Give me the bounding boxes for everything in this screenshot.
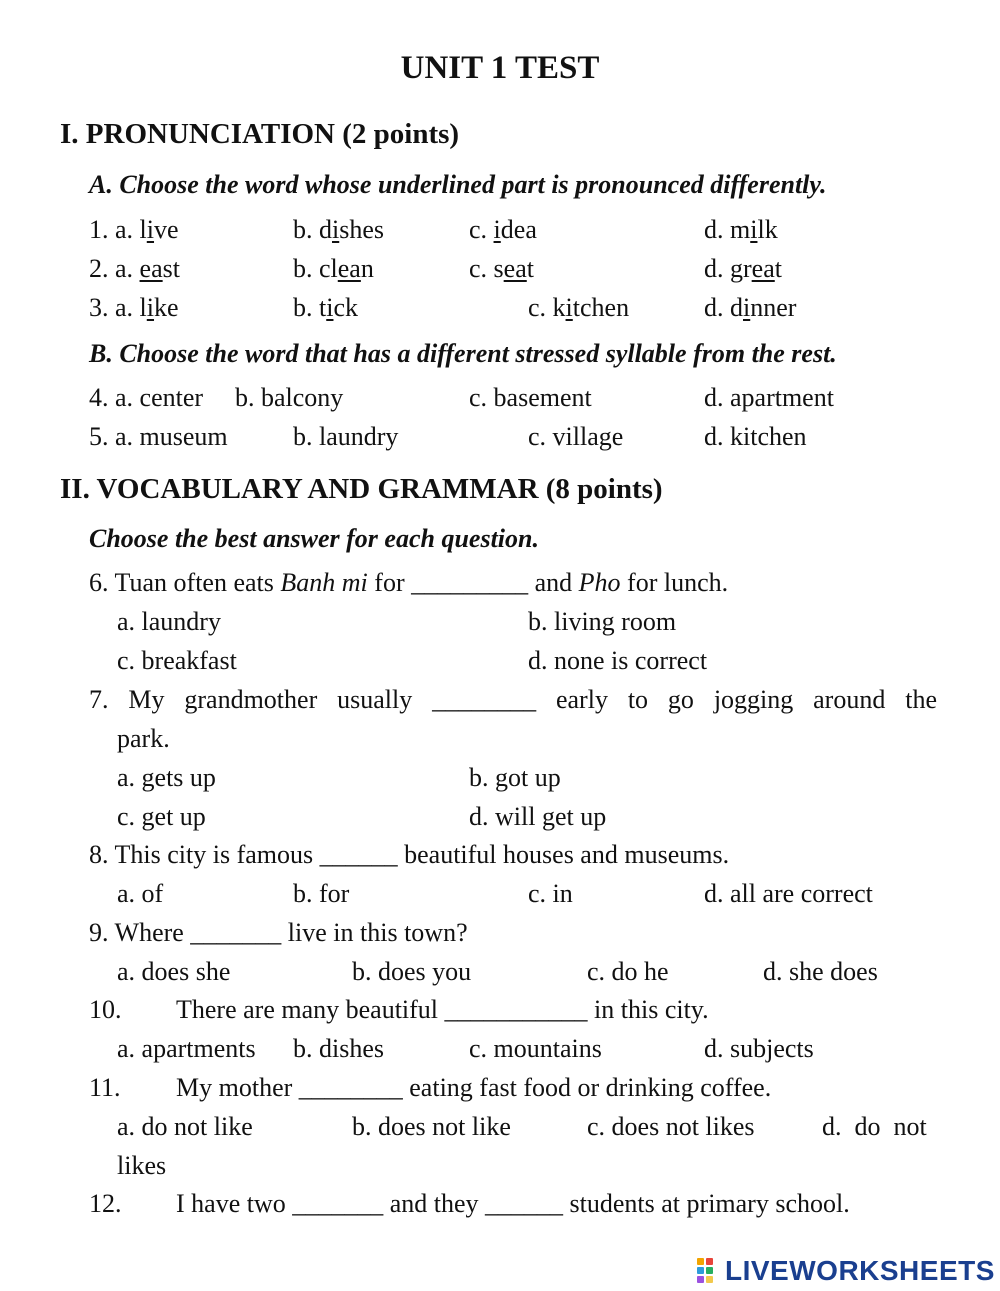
q6-option-b: b. living room: [528, 607, 677, 636]
q2-option-a: 2. a. east: [89, 254, 180, 283]
q11-number: 11.: [89, 1073, 121, 1102]
q9-stem: 9. Where _______ live in this town?: [89, 918, 468, 947]
part-a-instruction: A. Choose the word whose underlined part is pronounced differently.: [89, 170, 827, 199]
q8-option-d: d. all are correct: [704, 879, 873, 908]
q6-option-d: d. none is correct: [528, 646, 708, 675]
q11-stem: My mother ________ eating fast food or drinking coffee.: [176, 1073, 772, 1102]
q1-option-b: b. dishes: [293, 215, 385, 244]
section-1-heading: I. PRONUNCIATION (2 points): [60, 118, 460, 150]
q7-option-d: d. will get up: [469, 802, 607, 831]
q5-option-c: c. village: [528, 422, 624, 451]
q8-option-a: a. of: [117, 879, 164, 908]
liveworksheets-logo-text: LIVEWORKSHEETS: [725, 1255, 995, 1286]
q5-option-d: d. kitchen: [704, 422, 807, 451]
q12-number: 12.: [89, 1189, 122, 1218]
q10-number: 10.: [89, 995, 122, 1024]
q7-option-b: b. got up: [469, 763, 561, 792]
q10-option-d: d. subjects: [704, 1034, 814, 1063]
q4-option-d: d. apartment: [704, 383, 834, 412]
q1-option-a: 1. a. live: [89, 215, 179, 244]
section-2-instruction: Choose the best answer for each question.: [89, 524, 539, 553]
q3-option-a: 3. a. like: [89, 293, 179, 322]
q10-option-a: a. apartments: [117, 1034, 256, 1063]
q10-option-b: b. dishes: [293, 1034, 384, 1063]
q8-stem: 8. This city is famous ______ beautiful houses and museums.: [89, 840, 730, 869]
page-title: UNIT 1 TEST: [400, 50, 600, 86]
q2-option-d: d. great: [704, 254, 782, 283]
q11-option-a: a. do not like: [117, 1112, 253, 1141]
q10-option-c: c. mountains: [469, 1034, 602, 1063]
q4-option-c: c. basement: [469, 383, 592, 412]
q8-option-c: c. in: [528, 879, 573, 908]
section-2-heading: II. VOCABULARY AND GRAMMAR (8 points): [60, 473, 663, 505]
q9-option-d: d. she does: [763, 957, 878, 986]
q7-stem-line1: 7. My grandmother usually ________ early to go jogging around the: [89, 685, 937, 714]
q9-option-b: b. does you: [352, 957, 472, 986]
q9-option-c: c. do he: [587, 957, 669, 986]
q11-option-d: d. do not: [822, 1112, 927, 1141]
q10-stem: There are many beautiful ___________ in this city.: [176, 995, 709, 1024]
q5-option-a: 5. a. museum: [89, 422, 228, 451]
q5-option-b: b. laundry: [293, 422, 399, 451]
q3-option-b: b. tick: [293, 293, 359, 322]
q2-option-c: c. seat: [469, 254, 534, 283]
q4-option-a: 4. a. center: [89, 383, 204, 412]
q1-option-c: c. idea: [469, 215, 537, 244]
q11-option-d-continued: likes: [117, 1151, 167, 1180]
q6-stem: 6. Tuan often eats Banh mi for _________ and Pho for lunch.: [89, 568, 729, 597]
q11-option-b: b. does not like: [352, 1112, 511, 1141]
q6-option-a: a. laundry: [117, 607, 221, 636]
q4-option-b: b. balcony: [235, 383, 344, 412]
q3-option-c: c. kitchen: [528, 293, 630, 322]
q2-option-b: b. clean: [293, 254, 374, 283]
q8-option-b: b. for: [293, 879, 350, 908]
q7-option-c: c. get up: [117, 802, 206, 831]
q1-option-d: d. milk: [704, 215, 778, 244]
q9-option-a: a. does she: [117, 957, 231, 986]
liveworksheets-logo: [697, 1256, 995, 1286]
q6-option-c: c. breakfast: [117, 646, 237, 675]
q12-stem: I have two _______ and they ______ students at primary school.: [176, 1189, 850, 1218]
q7-option-a: a. gets up: [117, 763, 216, 792]
q11-option-c: c. does not likes: [587, 1112, 755, 1141]
part-b-instruction: B. Choose the word that has a different stressed syllable from the rest.: [89, 339, 837, 368]
liveworksheets-logo-icon: [697, 1258, 723, 1284]
q3-option-d: d. dinner: [704, 293, 797, 322]
q7-stem-line2: park.: [117, 724, 170, 753]
